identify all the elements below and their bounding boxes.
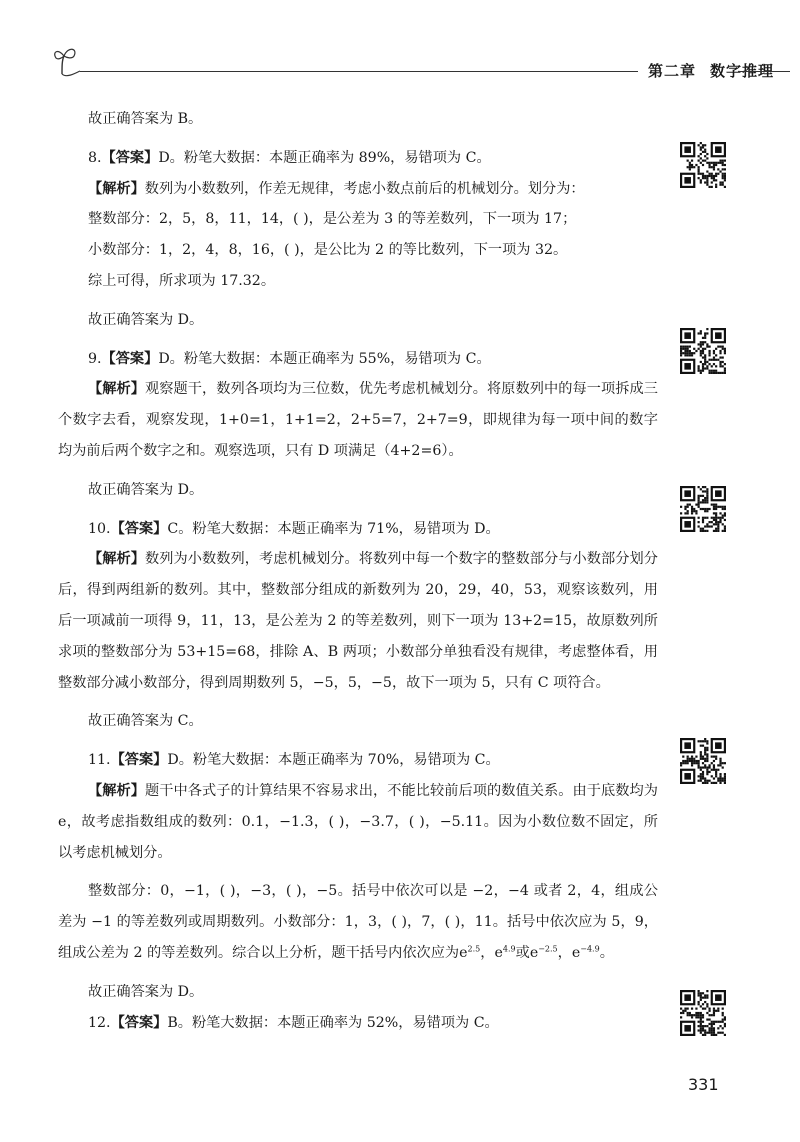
analysis-tag: 【解析】 <box>88 180 145 197</box>
sprout-icon <box>50 44 86 80</box>
page-number: 331 <box>688 1075 719 1094</box>
q10-answer <box>58 514 658 545</box>
answer-tag: 【答案】 <box>101 350 159 367</box>
q11-exp-d: $e^{-4.9}$ <box>571 944 600 961</box>
analysis-tag: 【解析】 <box>88 782 146 799</box>
q11-answer <box>58 745 658 776</box>
q9-analysis-text: 观察题干，数列各项均为三位数，优先考虑机械划分。将原数列中的每一项拆成三个数字去看，观察发现，1+0=1，1+1=2，2+5=7，2+7=9，即规律为每一项中间的数字均为前后两个数字之和。观察选项，只有 D 项满足（4+2=6）。 <box>58 381 658 459</box>
q9-analysis <box>58 374 658 466</box>
qr-code-icon[interactable] <box>680 486 726 532</box>
page-header <box>50 44 790 84</box>
q11-answer-text: D。粉笔大数据：本题正确率为 70%，易错项为 C。 <box>167 752 500 769</box>
answer-tag: 【答案】 <box>110 752 168 769</box>
q9-number: 9. <box>88 350 102 367</box>
q12-answer-text: B。粉笔大数据：本题正确率为 52%，易错项为 C。 <box>167 1014 499 1031</box>
q9-conclusion: 故正确答案为 D。 <box>88 481 204 498</box>
q8-answer-text: D。粉笔大数据：本题正确率为 89%，易错项为 C。 <box>158 149 491 166</box>
q10-analysis-text: 数列为小数数列，考虑机械划分。将数列中每一个数字的整数部分与小数部分划分后，得到两组新的数列。其中，整数部分组成的新数列为 20，29，40，53，观察该数列，用后一项减前一项得 9，11，13，是公差为 2 的等差数列，则下一项为 13+2=15，故原数列所求项的整数部分为 53+15=68，排除 A、B 两项；小数部分单独看没有规律，考虑整体看，用整数部分减小数部分，得到周期数列 5，−5，5，−5，故下一项为 5，只有 C 项符合。 <box>58 551 658 691</box>
header-rule-right <box>738 71 790 72</box>
qr-code-icon[interactable] <box>680 738 726 784</box>
chapter-name: 数字推理 <box>710 62 775 80</box>
answer-tag: 【答案】 <box>110 520 168 537</box>
q12-number: 12. <box>88 1014 111 1031</box>
q8-conclusion: 故正确答案为 D。 <box>88 311 204 328</box>
analysis-tag: 【解析】 <box>88 551 146 568</box>
chapter-number: 第二章 <box>648 62 697 80</box>
q11-analysis-continued: 整数部分：0，−1，( )，−3，( )，−5。括号中依次可以是 −2，−4 或者 2，4，组成公差为 −1 的等差数列或周期数列。小数部分：1，3，( )，7，( )，11。括号中依次应为 5，9，组成公差为 2 的等差数列。综合以上分析，题干括号内依次应为$e^{2.5}$，$e^{4.9}$或$e^{-2.5}$，$e^{-4.9}$。 <box>58 883 658 961</box>
q8-answer <box>58 143 658 174</box>
answer-tag: 【答案】 <box>110 1014 168 1031</box>
q11-number: 11. <box>88 752 111 769</box>
qr-code-icon[interactable] <box>680 990 726 1036</box>
q11-exp-a: $e^{2.5}$ <box>459 944 481 961</box>
q9-answer <box>58 344 658 375</box>
q12-answer <box>58 1008 658 1039</box>
q8-integer-part: 整数部分：2，5，8，11，14，( )，是公差为 3 的等差数列，下一项为 17； <box>88 211 577 228</box>
qr-code-icon[interactable] <box>680 328 726 374</box>
q10-number: 10. <box>88 520 111 537</box>
q11-conclusion: 故正确答案为 D。 <box>88 983 204 1000</box>
q8-analysis <box>58 174 658 205</box>
q11-analysis <box>58 776 658 868</box>
q8-summary: 综上可得，所求项为 17.32。 <box>88 272 276 289</box>
q7-conclusion: 故正确答案为 B。 <box>88 111 203 127</box>
q11-exp-b: $e^{4.9}$ <box>494 944 516 961</box>
q8-number: 8. <box>88 149 102 166</box>
q10-analysis <box>58 544 658 698</box>
q11-exp-c: $e^{-2.5}$ <box>529 944 558 961</box>
q11-analysis-text: 题干中各式子的计算结果不容易求出，不能比较前后项的数值关系。由于底数均为 e，故考虑指数组成的数列：0.1，−1.3，( )，−3.7，( )，−5.11。因为小数位数不固定，所以考虑机械划分。 <box>58 782 658 861</box>
qr-code-icon[interactable] <box>680 142 726 188</box>
q9-answer-text: D。粉笔大数据：本题正确率为 55%，易错项为 C。 <box>158 350 491 367</box>
header-rule-left <box>80 71 638 72</box>
q8-decimal-part: 小数部分：1，2，4，8，16，( )，是公比为 2 的等比数列，下一项为 32。 <box>88 242 568 259</box>
answer-tag: 【答案】 <box>101 149 159 166</box>
page-content <box>58 104 658 1038</box>
q8-analysis-text: 数列为小数数列，作差无规律，考虑小数点前后的机械划分。划分为： <box>144 180 585 197</box>
q10-answer-text: C。粉笔大数据：本题正确率为 71%，易错项为 D。 <box>167 520 500 537</box>
analysis-tag: 【解析】 <box>88 381 146 398</box>
q11-para2-text: 整数部分：0，−1，( )，−3，( )，−5。括号中依次可以是 −2，−4 或者 2，4，组成公差为 −1 的等差数列或周期数列。小数部分：1，3，( )，7，( )，11。括号中依次应为 5，9，组成公差为 2 的等差数列。综合以上分析，题干括号内依次应为 <box>58 883 658 961</box>
q10-conclusion: 故正确答案为 C。 <box>88 713 203 730</box>
